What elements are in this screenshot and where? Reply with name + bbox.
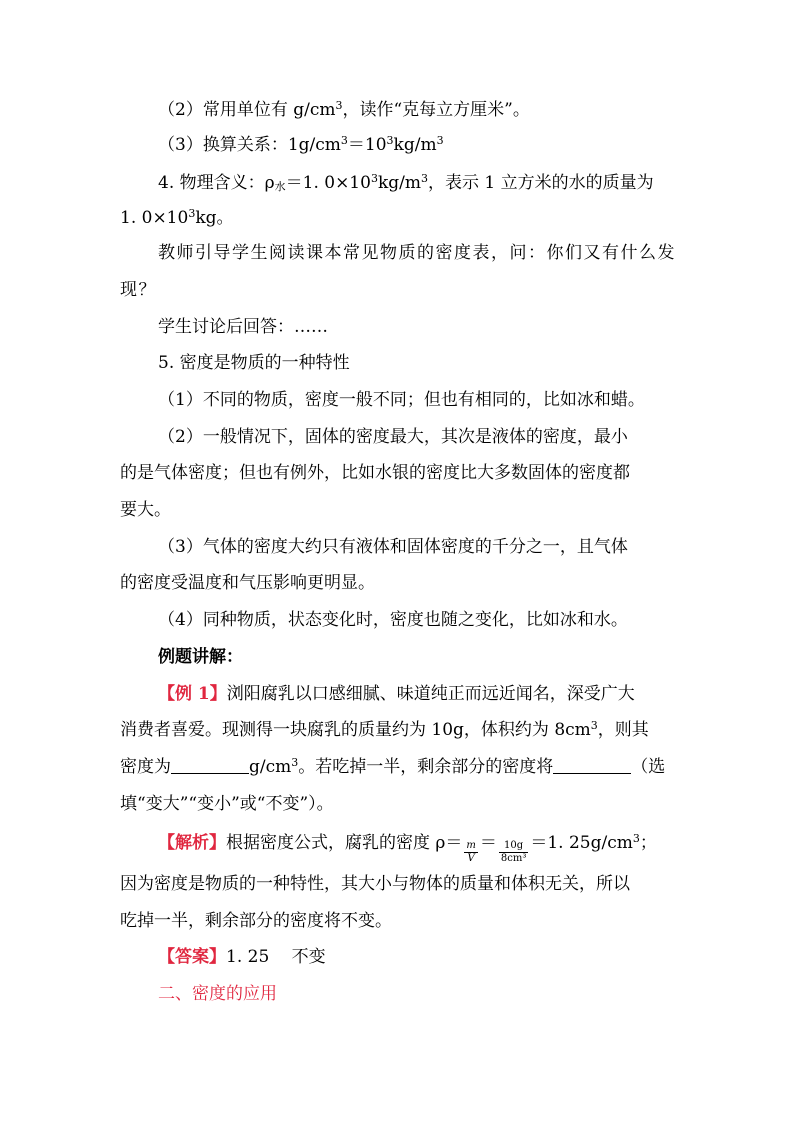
superscript: 3 bbox=[340, 134, 348, 147]
text-line: 填“变大”“变小”或“不变”）。 bbox=[120, 794, 334, 814]
text-line: 因为密度是物质的一种特性，其大小与物体的质量和体积无关，所以 bbox=[120, 874, 630, 894]
fraction-values bbox=[499, 840, 528, 865]
numerator: 10g bbox=[499, 840, 528, 853]
analysis-line bbox=[158, 832, 657, 865]
superscript: 3 bbox=[370, 172, 378, 185]
text-line: 现？ bbox=[120, 280, 157, 300]
superscript: 3 bbox=[291, 756, 299, 769]
text: （3）换算关系：1g/cm bbox=[158, 135, 341, 155]
text: ，读作“克每立方厘米”。 bbox=[342, 100, 530, 120]
example-1-line bbox=[158, 683, 635, 705]
text: 密度为 bbox=[120, 757, 171, 777]
text-line: （2）一般情况下，固体的密度最大，其次是液体的密度，最小 bbox=[158, 427, 628, 447]
analysis-tag: 【解析】 bbox=[158, 833, 226, 853]
superscript: 3 bbox=[590, 719, 598, 732]
text: 1. 25 不变 bbox=[226, 947, 326, 967]
subscript: 水 bbox=[274, 180, 286, 193]
text: （2）常用单位有 g/cm bbox=[158, 100, 336, 120]
example-1-line bbox=[120, 719, 649, 741]
text-line: （3）气体的密度大约只有液体和固体密度的千分之一，且气体 bbox=[158, 537, 628, 557]
fill-blank bbox=[171, 757, 249, 774]
numerator: m bbox=[466, 840, 476, 851]
text-line: （4）同种物质，状态变化时，密度也随之变化，比如冰和水。 bbox=[158, 610, 628, 630]
text: ＝1. 25g/cm bbox=[530, 833, 633, 853]
text: 4. 物理含义：ρ bbox=[158, 173, 275, 193]
text: kg/m bbox=[393, 135, 437, 155]
text-line: 吃掉一半，剩余部分的密度将不变。 bbox=[120, 911, 392, 931]
superscript: 3 bbox=[188, 207, 196, 220]
superscript: 3 bbox=[335, 99, 343, 112]
text-line: 学生讨论后回答：…… bbox=[158, 317, 328, 337]
fraction-m-over-v bbox=[464, 840, 477, 865]
fill-blank bbox=[553, 757, 631, 774]
text: 1. 0×10 bbox=[120, 208, 189, 228]
text: ＝ bbox=[479, 833, 497, 853]
text-line-meaning-cont bbox=[120, 207, 234, 229]
answer-line bbox=[158, 946, 326, 968]
section-heading-applications: 二、密度的应用 bbox=[158, 984, 277, 1004]
denominator: 8cm³ bbox=[500, 853, 527, 864]
text-line: 5. 密度是物质的一种特性 bbox=[158, 353, 350, 373]
text: ； bbox=[639, 833, 657, 853]
superscript: 3 bbox=[632, 832, 640, 845]
answer-tag: 【答案】 bbox=[158, 947, 226, 967]
text: kg/m bbox=[377, 173, 421, 193]
text-line: （1）不同的物质，密度一般不同；但也有相同的，比如冰和蜡。 bbox=[158, 390, 645, 410]
text: 浏阳腐乳以口感细腻、味道纯正而远近闻名，深受广大 bbox=[226, 684, 635, 704]
text-line-conversion bbox=[158, 134, 444, 156]
text: 消费者喜爱。现测得一块腐乳的质量约为 10g，体积约为 8cm bbox=[120, 720, 591, 740]
text: 。若吃掉一半，剩余部分的密度将 bbox=[298, 757, 554, 777]
superscript: 3 bbox=[386, 134, 394, 147]
superscript: 3 bbox=[436, 134, 444, 147]
superscript: 3 bbox=[420, 172, 428, 185]
denominator: V bbox=[467, 853, 475, 864]
text: ＝1. 0×10 bbox=[285, 173, 371, 193]
example-1-line bbox=[120, 756, 665, 778]
text: 根据密度公式，腐乳的密度 ρ＝ bbox=[226, 833, 463, 853]
text-line-unit bbox=[158, 99, 530, 121]
text-line: 的是气体密度；但也有例外，比如水银的密度比大多数固体的密度都 bbox=[120, 463, 630, 483]
text-line: 教师引导学生阅读课本常见物质的密度表，问：你们又有什么发 bbox=[158, 243, 676, 263]
text: （选 bbox=[631, 757, 666, 777]
example-tag: 【例 1】 bbox=[158, 684, 227, 704]
text: ，表示 1 立方米的水的质量为 bbox=[427, 173, 654, 193]
text: kg。 bbox=[195, 208, 234, 228]
text-line-meaning bbox=[158, 172, 654, 194]
text-line: 的密度受温度和气压影响更明显。 bbox=[120, 573, 375, 593]
text-line: 要大。 bbox=[120, 500, 171, 520]
text: g/cm bbox=[249, 757, 292, 777]
section-heading-examples: 例题讲解： bbox=[158, 647, 243, 667]
text: ＝10 bbox=[347, 135, 387, 155]
text: ，则其 bbox=[597, 720, 649, 740]
